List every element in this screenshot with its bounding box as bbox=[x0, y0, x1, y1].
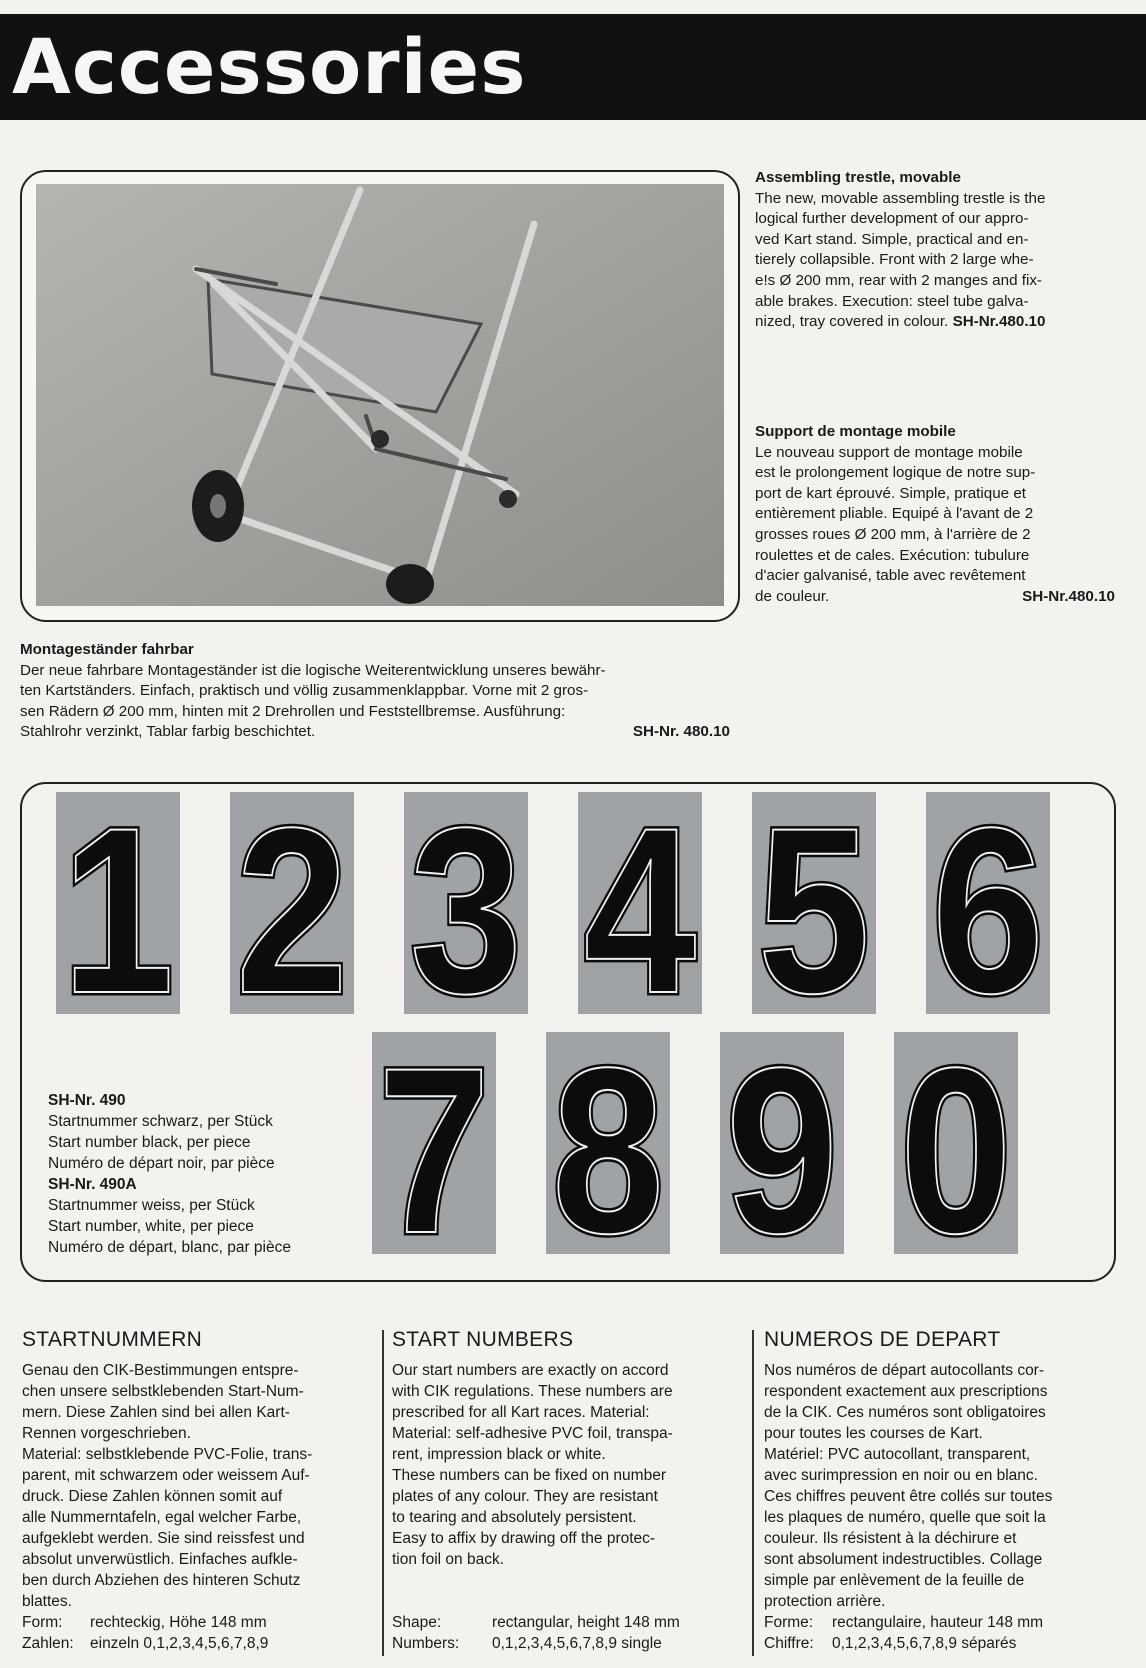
variant-line: Numéro de départ, blanc, par pièce bbox=[48, 1239, 291, 1256]
digit-outline: 4 bbox=[584, 792, 696, 1014]
digit-outline: 8 bbox=[552, 1032, 664, 1254]
desc-line: able brakes. Execution: steel tube galva- bbox=[755, 292, 1029, 310]
variant-line: Numéro de départ noir, par pièce bbox=[48, 1155, 275, 1172]
column-line: Our start numbers are exactly on accord bbox=[392, 1362, 669, 1379]
column-en bbox=[392, 1326, 742, 1654]
column-line: respondent exactement aux prescriptions bbox=[764, 1383, 1048, 1400]
start-number-decal bbox=[372, 1032, 496, 1254]
desc-last-line: de couleur. bbox=[755, 587, 830, 605]
column-line: tion foil on back. bbox=[392, 1551, 505, 1568]
start-number-decal bbox=[926, 792, 1050, 1014]
desc-line bbox=[755, 587, 1115, 608]
spec-value: 0,1,2,3,4,5,6,7,8,9 single bbox=[492, 1635, 662, 1652]
spec-key: Numbers: bbox=[392, 1635, 460, 1652]
digit-outline: 7 bbox=[378, 1032, 490, 1254]
variant-line: Startnummer schwarz, per Stück bbox=[48, 1113, 273, 1130]
column-line: rent, impression black or white. bbox=[392, 1446, 606, 1463]
desc-line bbox=[20, 722, 730, 743]
trestle-illustration bbox=[36, 184, 724, 606]
column-line: protection arrière. bbox=[764, 1593, 886, 1610]
column-line: druck. Diese Zahlen können somit auf bbox=[22, 1488, 283, 1505]
digit-outline: 5 bbox=[758, 792, 870, 1014]
desc-line: grosses roues Ø 200 mm, à l'arrière de 2 bbox=[755, 525, 1031, 543]
desc-line: port de kart éprouvé. Simple, pratique et bbox=[755, 484, 1026, 502]
column-line: de la CIK. Ces numéros sont obligatoires bbox=[764, 1404, 1046, 1421]
digit-glyph: 8 bbox=[552, 1032, 664, 1254]
variant-black bbox=[48, 1090, 368, 1174]
start-number-decal bbox=[752, 792, 876, 1014]
page-title: Accessories bbox=[12, 22, 527, 111]
desc-last-line: nized, tray covered in colour. bbox=[755, 313, 949, 331]
spec-key: Forme: bbox=[764, 1614, 814, 1631]
spec-value: einzeln 0,1,2,3,4,5,6,7,8,9 bbox=[90, 1635, 269, 1652]
desc-line: ten Kartständers. Einfach, praktisch und völlig zusammenklappbar. Vorne mit 2 gros- bbox=[20, 682, 589, 700]
desc-line: Le nouveau support de montage mobile bbox=[755, 443, 1023, 461]
desc-line: Der neue fahrbare Montageständer ist die logische Weiterentwicklung unseres bewähr- bbox=[20, 661, 606, 679]
spec-row bbox=[764, 1633, 1126, 1654]
title-banner bbox=[0, 14, 1146, 120]
trestle-description-fr bbox=[755, 422, 1115, 607]
spec-value: rectangular, height 148 mm bbox=[492, 1614, 680, 1631]
column-line: prescribed for all Kart races. Material: bbox=[392, 1404, 650, 1421]
column-line: Rennen vorgeschrieben. bbox=[22, 1425, 191, 1442]
desc-line: est le prolongement logique de notre sup- bbox=[755, 464, 1036, 482]
digit-outline: 3 bbox=[410, 792, 522, 1014]
variant-line: Startnummer weiss, per Stück bbox=[48, 1197, 255, 1214]
variant-line: Start number, white, per piece bbox=[48, 1218, 254, 1235]
variant-sku: SH-Nr. 490 bbox=[48, 1092, 126, 1109]
spec-row bbox=[764, 1612, 1126, 1633]
spec-row bbox=[22, 1612, 374, 1633]
variant-line: Start number black, per piece bbox=[48, 1134, 251, 1151]
digit-glyph: 4 bbox=[584, 792, 696, 1014]
start-number-decal bbox=[894, 1032, 1018, 1254]
column-line: chen unsere selbstklebenden Start-Num- bbox=[22, 1383, 304, 1400]
digit-glyph: 9 bbox=[726, 1032, 838, 1254]
desc-line bbox=[755, 312, 1115, 333]
digit-glyph: 6 bbox=[932, 792, 1044, 1014]
spec-value: rectangulaire, hauteur 148 mm bbox=[832, 1614, 1044, 1631]
digit-glyph: 7 bbox=[378, 1032, 490, 1254]
trestle-heading-en: Assembling trestle, movable bbox=[755, 169, 961, 186]
desc-line: roulettes et de cales. Exécution: tubulure bbox=[755, 546, 1030, 564]
digit-outline: 6 bbox=[932, 792, 1044, 1014]
assembling-trestle-photo bbox=[36, 184, 724, 606]
column-line: Material: self-adhesive PVC foil, transpa- bbox=[392, 1425, 673, 1442]
column-fr bbox=[764, 1326, 1126, 1654]
column-divider bbox=[752, 1330, 754, 1656]
desc-line: The new, movable assembling trestle is the bbox=[755, 189, 1046, 207]
start-numbers-panel bbox=[20, 782, 1116, 1282]
column-line: Easy to affix by drawing off the protec- bbox=[392, 1530, 656, 1547]
start-number-decal bbox=[230, 792, 354, 1014]
digit-glyph: 0 bbox=[900, 1032, 1012, 1254]
desc-line: tierely collapsible. Front with 2 large whe- bbox=[755, 251, 1034, 269]
start-number-decal bbox=[720, 1032, 844, 1254]
desc-line: d'acier galvanisé, table avec revêtement bbox=[755, 567, 1026, 585]
column-title: START NUMBERS bbox=[392, 1328, 574, 1351]
digit-outline: 9 bbox=[726, 1032, 838, 1254]
start-number-decal bbox=[546, 1032, 670, 1254]
digit-glyph: 5 bbox=[758, 792, 870, 1014]
start-number-decal bbox=[404, 792, 528, 1014]
column-line: plates of any colour. They are resistant bbox=[392, 1488, 658, 1505]
column-line: parent, mit schwarzem oder weissem Auf- bbox=[22, 1467, 310, 1484]
column-line: pour toutes les courses de Kart. bbox=[764, 1425, 983, 1442]
column-divider bbox=[382, 1330, 384, 1656]
column-title: STARTNUMMERN bbox=[22, 1328, 203, 1351]
spec-value: 0,1,2,3,4,5,6,7,8,9 séparés bbox=[832, 1635, 1017, 1652]
column-line: aufgeklebt werden. Sie sind reissfest und bbox=[22, 1530, 305, 1547]
column-line: alle Nummerntafeln, egal welcher Farbe, bbox=[22, 1509, 302, 1526]
product-ref: SH-Nr.480.10 bbox=[952, 313, 1046, 331]
product-ref: SH-Nr. 480.10 bbox=[632, 723, 730, 741]
column-title: NUMEROS DE DEPART bbox=[764, 1328, 1001, 1351]
column-line: les plaques de numéro, quelle que soit la bbox=[764, 1509, 1046, 1526]
column-line: couleur. Ils résistent à la déchirure et bbox=[764, 1530, 1017, 1547]
spec-key: Zahlen: bbox=[22, 1635, 74, 1652]
digit-glyph: 1 bbox=[62, 792, 174, 1014]
column-line: These numbers can be fixed on number bbox=[392, 1467, 666, 1484]
column-line: Genau den CIK-Bestimmungen entspre- bbox=[22, 1362, 299, 1379]
column-line: blattes. bbox=[22, 1593, 72, 1610]
start-number-decal bbox=[578, 792, 702, 1014]
desc-line: logical further development of our appro- bbox=[755, 210, 1029, 228]
column-line: absolut unverwüstlich. Einfaches aufkle- bbox=[22, 1551, 298, 1568]
trestle-heading-de: Montageständer fahrbar bbox=[20, 641, 194, 658]
digit-glyph: 2 bbox=[236, 792, 348, 1014]
trestle-heading-fr: Support de montage mobile bbox=[755, 423, 956, 440]
column-line: to tearing and absolutely persistent. bbox=[392, 1509, 637, 1526]
column-line: mern. Diese Zahlen sind bei allen Kart- bbox=[22, 1404, 290, 1421]
variant-sku: SH-Nr. 490A bbox=[48, 1176, 137, 1193]
spec-key: Chiffre: bbox=[764, 1635, 814, 1652]
digit-outline: 0 bbox=[900, 1032, 1012, 1254]
column-line: ben durch Abziehen des hinteren Schutz bbox=[22, 1572, 301, 1589]
product-ref: SH-Nr.480.10 bbox=[1022, 587, 1115, 605]
desc-line: ved Kart stand. Simple, practical and en- bbox=[755, 230, 1029, 248]
column-line: Matériel: PVC autocollant, transparent, bbox=[764, 1446, 1031, 1463]
spec-key: Form: bbox=[22, 1614, 63, 1631]
column-line: Ces chiffres peuvent être collés sur toutes bbox=[764, 1488, 1053, 1505]
column-line: with CIK regulations. These numbers are bbox=[392, 1383, 673, 1400]
column-line: simple par enlèvement de la feuille de bbox=[764, 1572, 1025, 1589]
trestle-photo-frame bbox=[20, 170, 740, 622]
spec-row bbox=[392, 1633, 742, 1654]
column-line: Nos numéros de départ autocollants cor- bbox=[764, 1362, 1045, 1379]
trestle-description-de bbox=[20, 640, 730, 743]
spec-row bbox=[22, 1633, 374, 1654]
spec-key: Shape: bbox=[392, 1614, 442, 1631]
desc-line: entièrement pliable. Equipé à l'avant de 2 bbox=[755, 505, 1034, 523]
column-line: Material: selbstklebende PVC-Folie, trans- bbox=[22, 1446, 313, 1463]
column-de bbox=[22, 1326, 374, 1654]
digit-glyph: 3 bbox=[410, 792, 522, 1014]
digit-outline: 1 bbox=[62, 792, 174, 1014]
desc-last-line: Stahlrohr verzinkt, Tablar farbig beschichtet. bbox=[20, 723, 316, 741]
column-line: sont absolument indestructibles. Collage bbox=[764, 1551, 1043, 1568]
column-line: avec surimpression en noir ou en blanc. bbox=[764, 1467, 1038, 1484]
digit-outline: 2 bbox=[236, 792, 348, 1014]
trestle-description-en bbox=[755, 168, 1115, 333]
spec-row bbox=[392, 1612, 742, 1633]
desc-line: sen Rädern Ø 200 mm, hinten mit 2 Drehrollen und Feststellbremse. Ausführung: bbox=[20, 702, 566, 720]
variant-white bbox=[48, 1174, 368, 1258]
desc-line: e!s Ø 200 mm, rear with 2 manges and fix- bbox=[755, 271, 1042, 289]
start-number-decal bbox=[56, 792, 180, 1014]
start-number-variants bbox=[48, 1090, 368, 1258]
spec-value: rechteckig, Höhe 148 mm bbox=[90, 1614, 267, 1631]
